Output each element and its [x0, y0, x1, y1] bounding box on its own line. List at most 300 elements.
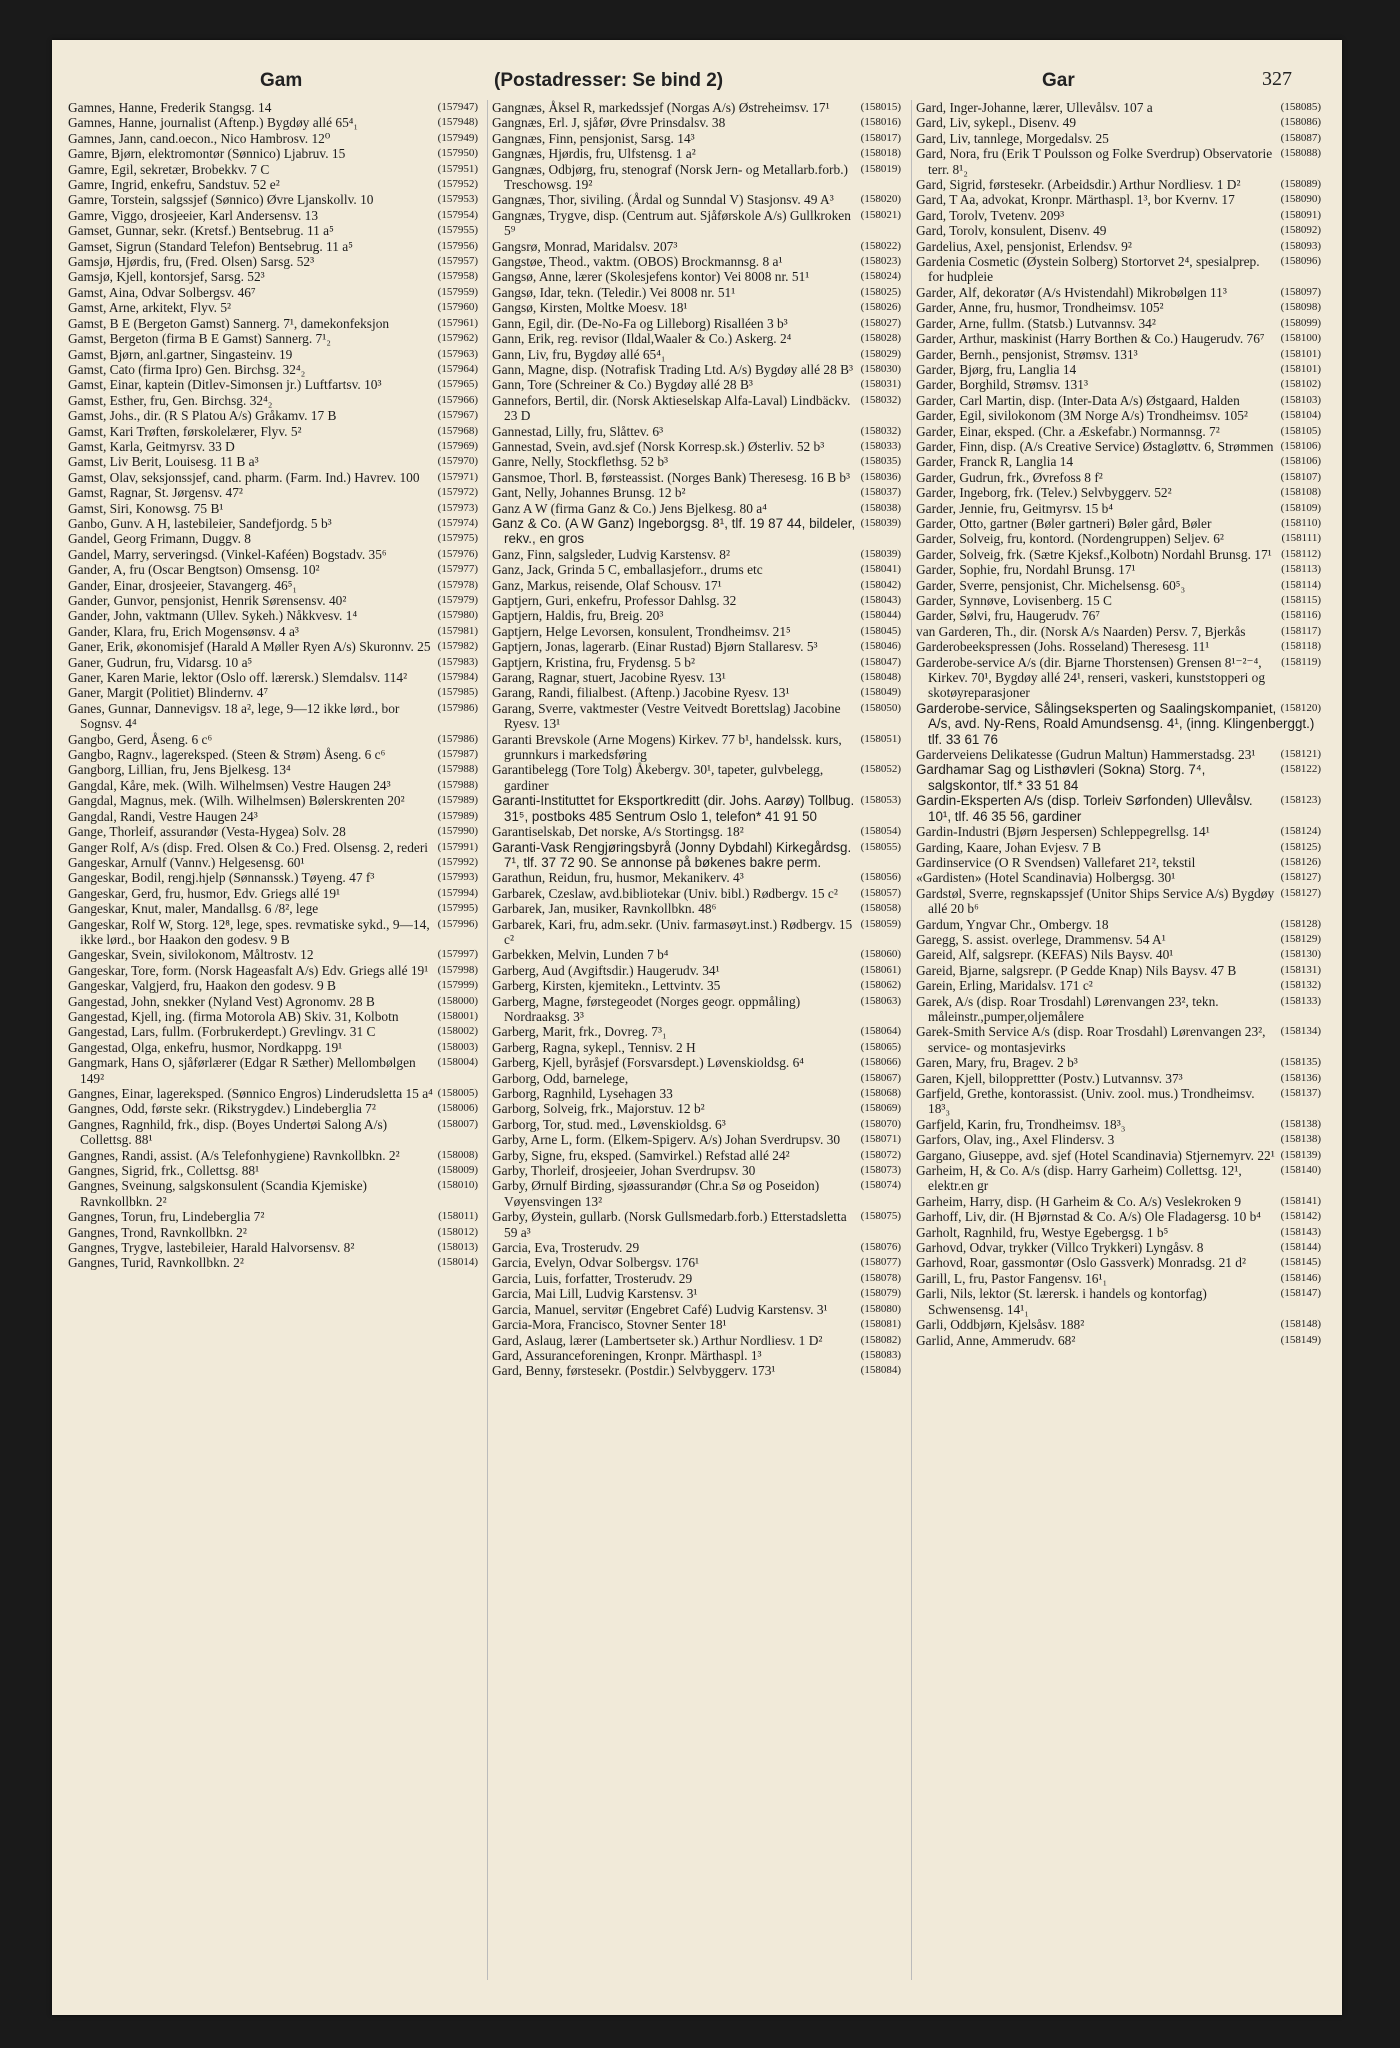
directory-entry: [68, 809, 478, 824]
entry-code: (158019): [860, 162, 901, 175]
entry-text: Garder, Otto, gartner (Bøler gartneri) Bøler gård, Bøler: [916, 515, 1212, 531]
entry-text: Gamst, Olav, seksjonssjef, cand. pharm. (Farm. Ind.) Havrev. 100: [68, 469, 420, 485]
entry-text: Gamst, Aina, Odvar Solbergsv. 46⁷: [68, 284, 256, 300]
entry-text: Garhovd, Odvar, trykker (Villco Trykkeri) Lyngåsv. 8: [916, 1240, 1204, 1256]
entry-text: Gamst, Cato (firma Ipro) Gen. Birchsg. 32⁴₂: [68, 361, 306, 377]
entry-text: Garberg, Kjell, byråsjef (Forsvarsdept.) Løvenskioldsg. 6⁴: [492, 1055, 804, 1071]
entry-text: Gangnes, Trond, Ravnkollbkn. 2²: [68, 1224, 247, 1240]
entry-text: Garder, Gudrun, frk., Øvrefoss 8 f²: [916, 469, 1103, 485]
entry-code: (158135): [1280, 1056, 1321, 1069]
entry-text: Gangnes, Sveinung, salgskonsulent (Scandia Kjemiske) Ravnkollbkn. 2²: [68, 1178, 368, 1209]
entry-code: (158002): [437, 1025, 478, 1038]
directory-entry: [68, 439, 478, 454]
entry-text: Gangeskar, Arnulf (Vannv.) Helgesensg. 60¹: [68, 854, 305, 870]
directory-entry: [68, 793, 478, 808]
entry-code: (157992): [437, 855, 478, 868]
directory-entry: [916, 408, 1321, 423]
directory-entry: [492, 239, 901, 254]
entry-code: (158130): [1280, 948, 1321, 961]
entry-text: Gard, Benny, førstesekr. (Postdir.) Selvbyggerv. 173¹: [492, 1363, 776, 1379]
entry-code: (158124): [1280, 825, 1321, 838]
directory-entry: [916, 608, 1321, 623]
entry-code: (158091): [1280, 208, 1321, 221]
entry-code: (157968): [437, 424, 478, 437]
directory-entry: [492, 192, 901, 207]
entry-text: Garder, Franck R, Langlia 14: [916, 454, 1074, 470]
directory-entry: [916, 578, 1321, 593]
entry-text: Gangsø, Idar, tekn. (Teledir.) Vei 8008 nr. 51¹: [492, 284, 736, 300]
entry-code: (158064): [860, 1025, 901, 1038]
entry-text: Garbarek, Jan, musiker, Ravnkollbkn. 48⁶: [492, 901, 717, 917]
directory-entry: [916, 947, 1321, 962]
directory-entry: [916, 639, 1321, 654]
entry-code: (158125): [1280, 840, 1321, 853]
entry-code: (158066): [860, 1056, 901, 1069]
entry-code: (158069): [860, 1102, 901, 1115]
entry-code: (157957): [437, 255, 478, 268]
entry-code: (158086): [1280, 116, 1321, 129]
entry-text: Garegg, S. assist. overlege, Drammensv. 54 A¹: [916, 931, 1166, 947]
directory-entry: [68, 608, 478, 623]
entry-code: (158035): [860, 455, 901, 468]
directory-entry: [492, 917, 901, 948]
directory-entry: [492, 593, 901, 608]
entry-code: (157948): [437, 116, 478, 129]
entry-text: Gardenia Cosmetic (Øystein Solberg) Stortorvet 2⁴, spesialprep. for hudpleie: [916, 254, 1260, 285]
directory-entry: [916, 223, 1321, 238]
entry-text: Gandel, Georg Frimann, Duggv. 8: [68, 531, 251, 547]
entry-text: Garang, Ragnar, stuert, Jacobine Ryesv. 13¹: [492, 670, 726, 686]
directory-entry: [492, 1271, 901, 1286]
directory-entry: [492, 655, 901, 670]
entry-text: Gamst, B E (Bergeton Gamst) Sannerg. 7¹, damekonfeksjon: [68, 315, 390, 331]
entry-code: (158079): [860, 1287, 901, 1300]
entry-code: (158008): [437, 1148, 478, 1161]
directory-entry: [916, 624, 1321, 639]
entry-text: Gamset, Gunnar, sekr. (Kretsf.) Bentsebrug. 11 a⁵: [68, 223, 334, 239]
entry-text: Gamre, Egil, sekretær, Brobekkv. 7 C: [68, 161, 270, 177]
entry-text: Gange, Thorleif, assurandør (Vesta-Hygea) Solv. 28: [68, 824, 346, 840]
entry-text: Gangnæs, Trygve, disp. (Centrum aut. Sjåførskole A/s) Gullkroken 5⁹: [492, 207, 851, 239]
entry-code: (158005): [437, 1087, 478, 1099]
entry-text: Gann, Erik, reg. revisor (Ildal,Waaler & Co.) Askerg. 2⁴: [492, 331, 792, 347]
entry-text: Gangnes, Torun, fru, Lindeberglia 7²: [68, 1209, 265, 1225]
entry-code: (157964): [437, 362, 478, 375]
entry-code: (157947): [437, 101, 478, 113]
entry-text: Garek-Smith Service A/s (disp. Roar Trosdahl) Lørenvangen 23², service- og montasjevirks: [916, 1024, 1266, 1055]
entry-code: (157990): [437, 825, 478, 838]
entry-text: Garholt, Ragnhild, fru, Westye Egebergsg. 1 b⁵: [916, 1224, 1169, 1240]
directory-entry: [916, 531, 1321, 546]
entry-code: (158132): [1280, 979, 1321, 992]
directory-entry: [68, 208, 478, 223]
entry-text: Gangnes, Odd, første sekr. (Rikstrygdev.) Lindeberglia 7²: [68, 1101, 376, 1117]
entry-code: (158108): [1280, 486, 1321, 499]
entry-text: Gaptjern, Haldis, fru, Breig. 20³: [492, 608, 664, 624]
entry-code: (158067): [860, 1071, 901, 1084]
entry-code: (158062): [860, 979, 901, 992]
directory-entry: [492, 562, 901, 577]
directory-entry: [916, 1117, 1321, 1132]
directory-entry: [492, 1071, 901, 1086]
entry-code: (158101): [1280, 362, 1321, 375]
entry-text: Ganre, Nelly, Stockflethsg. 52 b³: [492, 454, 669, 470]
entry-text: Garby, Øystein, gullarb. (Norsk Gullsmedarb.forb.) Etterstadsletta 59 a³: [492, 1209, 847, 1240]
entry-text: Gann, Magne, disp. (Notrafisk Trading Ltd. A/s) Bygdøy allé 28 B³: [492, 361, 854, 377]
entry-code: (158142): [1280, 1210, 1321, 1223]
directory-entry: [492, 1117, 901, 1132]
entry-text: Gamnes, Hanne, journalist (Aftenp.) Bygdøy allé 65⁴₁: [68, 115, 359, 131]
entry-code: (158118): [1281, 640, 1321, 653]
entry-code: (158148): [1280, 1318, 1321, 1331]
entry-text: Gardin-Eksperten A/s (disp. Torleiv Sørfonden) Ullevålsv. 10¹, tlf. 46 35 56, gardiner: [916, 793, 1253, 824]
entry-text: Gannestad, Svein, avd.sjef (Norsk Korresp.sk.) Østerliv. 52 b³: [492, 438, 825, 454]
entry-code: (158134): [1280, 1025, 1321, 1038]
entry-text: Gansmoe, Thorl. B, førsteassist. (Norges Bank) Theresesg. 16 B b³: [492, 469, 851, 485]
directory-entry: [492, 1317, 901, 1332]
entry-text: Gard, Nora, fru (Erik T Poulsson og Folke Sverdrup) Observatorie terr. 8¹₂: [916, 146, 1273, 177]
entry-text: Gamre, Bjørn, elektromontør (Sønnico) Ljabruv. 15: [68, 146, 346, 162]
entry-code: (158131): [1280, 963, 1321, 976]
entry-code: (157953): [437, 193, 478, 206]
directory-entry: [492, 1333, 901, 1348]
directory-entry: [492, 115, 901, 130]
directory-entry: [68, 747, 478, 762]
directory-entry: [492, 947, 901, 962]
entry-text: Garder, Sverre, pensjonist, Chr. Michelsensg. 60⁵₃: [916, 577, 1186, 593]
directory-entry: [68, 362, 478, 377]
directory-entry: [916, 1317, 1321, 1332]
directory-entry: [916, 793, 1321, 824]
entry-code: (158059): [860, 917, 901, 930]
directory-entry: [68, 593, 478, 608]
entry-text: Garcia-Mora, Francisco, Stovner Senter 18¹: [492, 1317, 727, 1333]
entry-text: Gangeskar, Svein, sivilokonom, Måltrostv. 12: [68, 947, 314, 963]
entry-text: Gangeskar, Bodil, rengj.hjelp (Sønnanssk.) Tøyeng. 47 f³: [68, 870, 375, 886]
entry-text: Garheim, Harry, disp. (H Garheim & Co. A/s) Veslekroken 9: [916, 1193, 1242, 1209]
directory-entry: [68, 701, 478, 732]
directory-entry: [68, 131, 478, 146]
entry-text: Gangbo, Ragnv., lagereksped. (Steen & Strøm) Åseng. 6 c⁶: [68, 747, 386, 763]
entry-text: Gamst, Esther, fru, Gen. Birchsg. 32⁴₂: [68, 392, 273, 408]
directory-entry: [68, 1225, 478, 1240]
entry-code: (158056): [860, 871, 901, 884]
directory-entry: [492, 1132, 901, 1147]
entry-code: (157999): [437, 979, 478, 992]
entry-code: (158073): [860, 1164, 901, 1177]
entry-code: (158029): [860, 347, 901, 360]
entry-code: (158043): [860, 594, 901, 606]
directory-entry: [916, 762, 1321, 793]
entry-text: Gard, Inger-Johanne, lærer, Ullevålsv. 107 a: [916, 100, 1153, 115]
entry-text: Ganer, Margit (Politiet) Blindernv. 4⁷: [68, 685, 269, 701]
directory-entry: [916, 1132, 1321, 1147]
entry-text: Garathun, Reidun, fru, husmor, Mekanikerv. 4³: [492, 870, 744, 886]
header-center-note: (Postadresser: Se bind 2): [494, 70, 724, 91]
entry-text: Gangdal, Kåre, mek. (Wilh. Wilhelmsen) Vestre Haugen 24³: [68, 777, 391, 793]
entry-code: (158145): [1280, 1256, 1321, 1269]
entry-code: (158137): [1280, 1087, 1321, 1099]
directory-entry: [68, 1117, 478, 1148]
entry-text: Garby, Signe, fru, eksped. (Samvirkel.) Refstad allé 24²: [492, 1147, 790, 1163]
entry-text: «Gardisten» (Hotel Scandinavia) Holbergsg. 30¹: [916, 870, 1176, 886]
entry-code: (158147): [1280, 1287, 1321, 1300]
entry-code: (158143): [1280, 1225, 1321, 1238]
entry-text: Garfjeld, Karin, fru, Trondheimsv. 18³₃: [916, 1116, 1126, 1132]
directory-entry: [916, 963, 1321, 978]
entry-text: Garfjeld, Grethe, kontorassist. (Univ. zool. mus.) Trondheimsv. 18³₃: [916, 1086, 1255, 1117]
entry-text: Garder, Einar, eksped. (Chr. a Æskefabr.) Normannsg. 7²: [916, 423, 1220, 439]
entry-code: (158127): [1280, 871, 1321, 884]
entry-code: (158098): [1280, 301, 1321, 314]
entry-text: Gannefors, Bertil, dir. (Norsk Aktieselskap Alfa-Laval) Lindbäckv. 23 D: [492, 392, 851, 424]
directory-entry: [492, 1363, 901, 1378]
entry-text: Garbarek, Kari, fru, adm.sekr. (Univ. farmasøyt.inst.) Rødbergv. 15 c²: [492, 916, 853, 947]
entry-code: (158001): [437, 1009, 478, 1022]
entry-text: Gangeskar, Valgjerd, fru, Haakon den godesv. 9 B: [68, 978, 336, 994]
entry-code: (158045): [860, 624, 901, 637]
entry-code: (158088): [1280, 147, 1321, 160]
entry-code: (158089): [1280, 178, 1321, 191]
entry-code: (157996): [437, 917, 478, 930]
entry-code: (157977): [437, 563, 478, 576]
directory-entry: [916, 840, 1321, 855]
entry-text: Garberg, Marit, frk., Dovreg. 7³₁: [492, 1024, 667, 1040]
directory-entry: [492, 424, 901, 439]
entry-code: (158113): [1281, 563, 1321, 576]
entry-code: (157980): [437, 609, 478, 622]
directory-entry: [492, 732, 901, 763]
entry-code: (158015): [860, 101, 901, 113]
directory-entry: [68, 624, 478, 639]
entry-text: Gangeskar, Tore, form. (Norsk Hageasfalt A/s) Edv. Griegs allé 19¹: [68, 962, 429, 978]
directory-entry: [916, 886, 1321, 917]
entry-text: Gangnes, Einar, lagereksped. (Sønnico Engros) Linderudsletta 15 a⁴: [68, 1086, 433, 1101]
entry-code: (158057): [860, 886, 901, 899]
entry-code: (158078): [860, 1271, 901, 1284]
entry-text: Gangmark, Hans O, sjåførlærer (Edgar R Sæther) Mellombølgen 149²: [68, 1055, 416, 1086]
entry-code: (158100): [1280, 332, 1321, 345]
directory-entry: [916, 1024, 1321, 1055]
entry-text: Gann, Liv, fru, Bygdøy allé 65⁴₁: [492, 346, 666, 362]
entry-text: Gangbo, Gerd, Åseng. 6 c⁶: [68, 731, 213, 747]
entry-code: (158139): [1280, 1148, 1321, 1161]
entry-code: (157956): [437, 239, 478, 252]
directory-entry: [492, 285, 901, 300]
directory-entry: [492, 254, 901, 269]
entry-code: (157997): [437, 948, 478, 961]
entry-text: Gander, Gunvor, pensjonist, Henrik Sørensensv. 40²: [68, 593, 347, 608]
entry-text: Gardhamar Sag og Listhøvleri (Sokna) Storg. 7⁴, salgskontor, tlf.* 33 51 84: [916, 762, 1206, 793]
directory-entry: [492, 994, 901, 1025]
entry-code: (157966): [437, 393, 478, 406]
entry-text: Garborg, Odd, barnelege,: [492, 1070, 629, 1086]
entry-code: (158010): [437, 1179, 478, 1192]
directory-entry: [916, 115, 1321, 130]
directory-entry: [68, 1240, 478, 1255]
directory-entry: [492, 1255, 901, 1270]
entry-code: (157998): [437, 963, 478, 976]
entry-code: (157965): [437, 378, 478, 391]
directory-entry: [68, 269, 478, 284]
directory-entry: [492, 624, 901, 639]
entry-code: (158014): [437, 1256, 478, 1269]
directory-entry: [492, 608, 901, 623]
entry-code: (158011): [438, 1210, 478, 1223]
entry-code: (158112): [1281, 547, 1321, 560]
directory-entry: [916, 917, 1321, 932]
entry-code: (157974): [437, 516, 478, 529]
directory-entry: [492, 269, 901, 284]
directory-entry: [916, 439, 1321, 454]
entry-text: Garder, Arthur, maskinist (Harry Borthen & Co.) Haugerudv. 76⁷: [916, 331, 1265, 347]
directory-entry: [492, 547, 901, 562]
entry-text: Gangnæs, Odbjørg, fru, stenograf (Norsk Jern- og Metallarb.forb.) Treschowsg. 19²: [492, 161, 849, 193]
directory-entry: [916, 254, 1321, 285]
entry-text: Ganz, Jack, Grinda 5 C, emballasjeforr., drums etc: [492, 562, 763, 578]
entry-code: (158030): [860, 362, 901, 375]
entry-text: Garlid, Anne, Ammerudv. 68²: [916, 1332, 1076, 1348]
entry-code: (158105): [1280, 424, 1321, 437]
directory-entry: [916, 1240, 1321, 1255]
directory-entry: [68, 855, 478, 870]
directory-entry: [492, 793, 901, 824]
entry-text: Garder, Bernh., pensjonist, Strømsv. 131³: [916, 346, 1138, 362]
directory-entry: [68, 162, 478, 177]
directory-entry: [492, 578, 901, 593]
entry-text: Garder, Finn, disp. (A/s Creative Service) Østagløttv. 6, Strømmen: [916, 438, 1274, 454]
entry-code: (158052): [860, 763, 901, 776]
directory-entry: [68, 470, 478, 485]
entry-code: (157954): [437, 208, 478, 221]
directory-entry: [68, 100, 478, 115]
entry-code: (157960): [437, 301, 478, 314]
entry-text: Garder, Carl Martin, disp. (Inter-Data A/s) Østgaard, Halden: [916, 392, 1240, 408]
entry-code: (158107): [1280, 470, 1321, 483]
entry-text: Garbarek, Czeslaw, avd.bibliotekar (Univ. bibl.) Rødbergv. 15 c²: [492, 885, 838, 901]
directory-entry: [916, 1163, 1321, 1194]
directory-entry: [492, 501, 901, 516]
entry-code: (157995): [437, 902, 478, 915]
entry-code: (158020): [860, 193, 901, 206]
entry-text: Gangnæs, Finn, pensjonist, Sarsg. 14³: [492, 130, 695, 146]
directory-entry: [916, 1148, 1321, 1163]
entry-text: Garby, Arne L, form. (Elkem-Spigerv. A/s) Johan Sverdrupsv. 30: [492, 1132, 841, 1148]
entry-code: (158049): [860, 686, 901, 699]
entry-code: (158036): [860, 470, 901, 483]
entry-text: Gann, Tore (Schreiner & Co.) Bygdøy allé 28 B³: [492, 377, 753, 393]
entry-code: (158047): [860, 655, 901, 668]
entry-code: (158007): [437, 1117, 478, 1130]
directory-entry: [916, 1194, 1321, 1209]
entry-text: Gant, Nelly, Johannes Brunsg. 12 b²: [492, 485, 686, 501]
directory-entry: [916, 1086, 1321, 1117]
entry-text: Ganer, Karen Marie, lektor (Oslo off. lærersk.) Slemdalsv. 114²: [68, 670, 408, 686]
directory-entry: [916, 239, 1321, 254]
entry-text: Gargano, Giuseppe, avd. sjef (Hotel Scandinavia) Stjernemyrv. 22¹: [916, 1147, 1275, 1163]
entry-text: Gamnes, Hanne, Frederik Stangsg. 14: [68, 100, 272, 115]
entry-text: Gard, Aslaug, lærer (Lambertseter sk.) Arthur Nordliesv. 1 D²: [492, 1332, 823, 1348]
entry-code: (157962): [437, 332, 478, 345]
directory-entry: [492, 470, 901, 485]
entry-text: Ganbo, Gunv. A H, lastebileier, Sandefjordg. 5 b³: [68, 515, 332, 531]
entry-code: (158038): [860, 501, 901, 514]
entry-text: Gangborg, Lillian, fru, Jens Bjelkesg. 13⁴: [68, 762, 291, 778]
entry-text: Garcia, Luis, forfatter, Trosterudv. 29: [492, 1270, 693, 1286]
directory-entry: [68, 223, 478, 238]
directory-entry: [492, 454, 901, 469]
directory-entry: [916, 562, 1321, 577]
entry-code: (157986): [437, 732, 478, 745]
entry-code: (158028): [860, 332, 901, 345]
directory-entry: [916, 547, 1321, 562]
entry-code: (158076): [860, 1241, 901, 1254]
directory-entry: [492, 639, 901, 654]
entry-code: (158138): [1280, 1133, 1321, 1146]
entry-code: (158092): [1280, 224, 1321, 237]
directory-entry: [916, 1333, 1321, 1348]
entry-code: (157989): [437, 794, 478, 807]
directory-entry: [68, 1086, 478, 1101]
directory-entry: [68, 978, 478, 993]
directory-entry: [68, 285, 478, 300]
directory-entry: [68, 331, 478, 346]
directory-entry: [68, 778, 478, 793]
entry-text: Gamst, Liv Berit, Louisesg. 11 B a³: [68, 454, 259, 470]
entry-text: Garding, Kaare, Johan Evjesv. 7 B: [916, 839, 1102, 855]
column-2: [487, 100, 901, 1980]
entry-code: (158042): [860, 578, 901, 591]
directory-entry: [68, 177, 478, 192]
directory-entry: [68, 1255, 478, 1270]
directory-entry: [68, 115, 478, 130]
entry-text: Garder, Egil, sivilokonom (3M Norge A/s) Trondheimsv. 105²: [916, 408, 1248, 424]
directory-entry: [492, 1024, 901, 1039]
directory-entry: [68, 670, 478, 685]
entry-text: Gamst, Kari Trøften, førskolelærer, Flyv. 5²: [68, 423, 302, 439]
entry-text: Garcia, Mai Lill, Ludvig Karstensv. 3¹: [492, 1286, 698, 1302]
entry-text: Garcia, Eva, Trosterudv. 29: [492, 1240, 640, 1256]
entry-code: (158136): [1280, 1071, 1321, 1084]
entry-code: (158121): [1280, 748, 1321, 761]
entry-code: (158071): [860, 1133, 901, 1146]
entry-text: Gamst, Bergeton (firma B E Gamst) Sannerg. 7¹₂: [68, 331, 331, 347]
entry-code: (158053): [860, 794, 901, 807]
entry-text: Gamst, Ragnar, St. Jørgensv. 47²: [68, 485, 243, 501]
entry-code: (157967): [437, 409, 478, 422]
directory-entry: [492, 870, 901, 885]
entry-code: (158127): [1280, 886, 1321, 899]
entry-code: (158146): [1280, 1271, 1321, 1284]
entry-text: Garen, Kjell, bilopprettter (Postv.) Lutvannsv. 37³: [916, 1070, 1183, 1086]
entry-text: Gareid, Bjarne, salgsrepr. (P Gedde Knap) Nils Baysv. 47 B: [916, 962, 1237, 978]
entry-code: (158114): [1281, 578, 1321, 591]
directory-entry: [68, 1009, 478, 1024]
entry-text: Gaptjern, Jonas, lagerarb. (Einar Rustad) Bjørn Stallaresv. 5³: [492, 639, 818, 655]
directory-entry: [68, 578, 478, 593]
entry-text: Garborg, Tor, stud. med., Løvenskioldsg. 6³: [492, 1116, 726, 1132]
entry-text: Gangnes, Ragnhild, frk., disp. (Boyes Undertøi Salong A/s) Collettsg. 88¹: [68, 1116, 388, 1148]
entry-text: Gard, Torolv, konsulent, Disenv. 49: [916, 223, 1107, 239]
entry-code: (158039): [860, 516, 901, 529]
entry-code: (158004): [437, 1056, 478, 1069]
entry-text: Ganz A W (firma Ganz & Co.) Jens Bjelkesg. 80 a⁴: [492, 500, 767, 516]
entry-text: Garberg, Kirsten, kjemitekn., Lettvintv. 35: [492, 978, 721, 994]
entry-text: Gareid, Alf, salgsrepr. (KEFAS) Nils Baysv. 40¹: [916, 947, 1174, 963]
entry-code: (158039): [860, 547, 901, 560]
directory-entry: [68, 1024, 478, 1039]
directory-entry: [492, 377, 901, 392]
